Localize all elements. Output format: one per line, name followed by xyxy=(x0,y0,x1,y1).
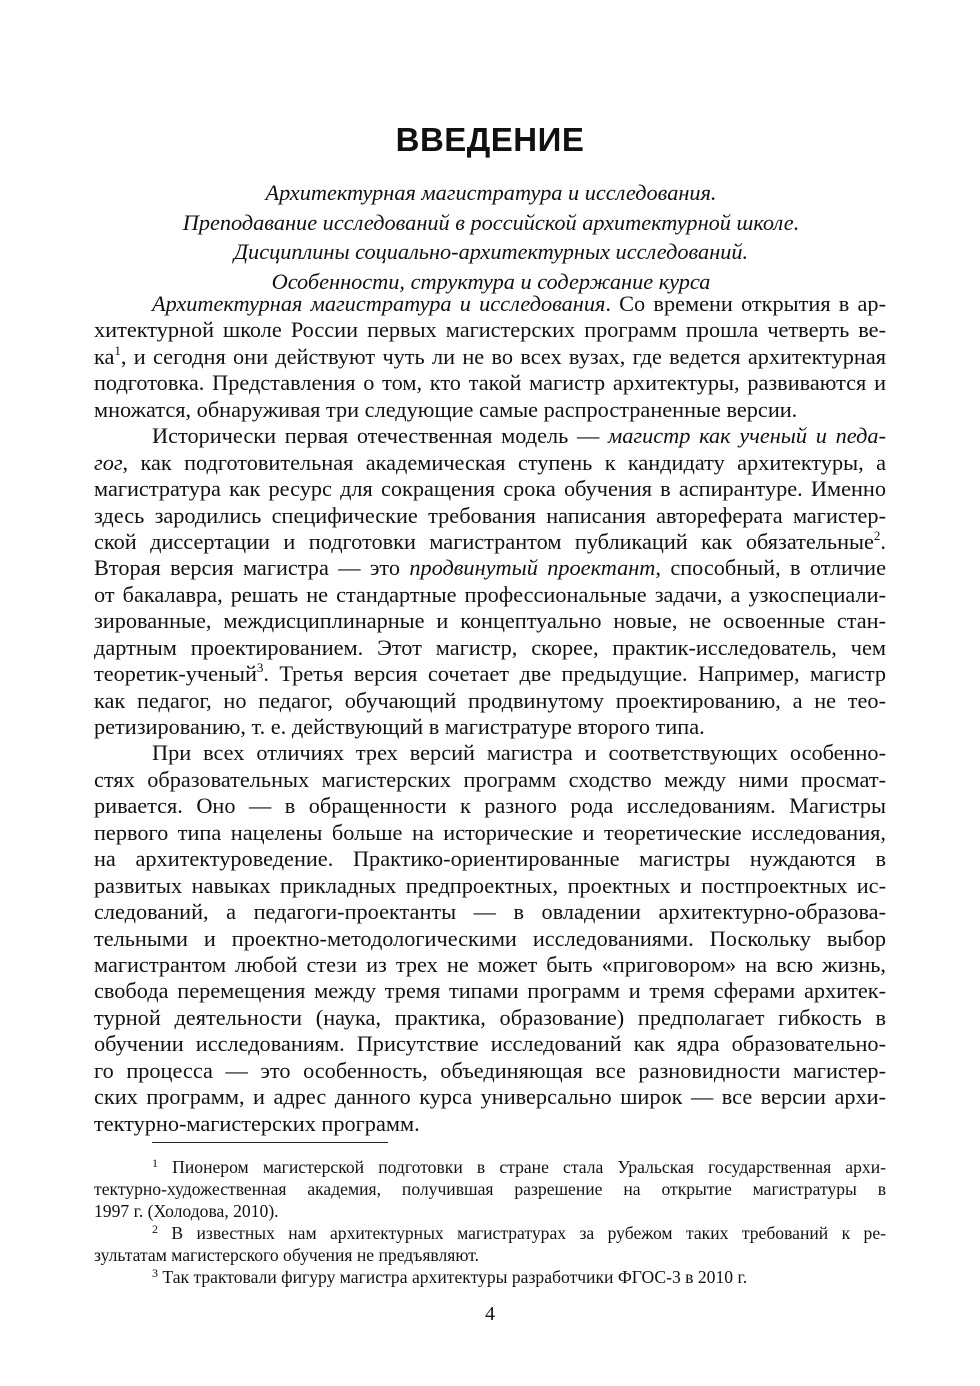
footnote-mark: 2 xyxy=(152,1222,158,1236)
text-line: как педагог, но педагог, обучающий продвинутому проектированию, а не тео- xyxy=(94,687,886,713)
text-line: дартным проектированием. Этот магистр, скорее, практик-исследователь, чем xyxy=(94,634,886,660)
footnote-line xyxy=(94,1156,886,1178)
text-line: зированные, междисциплинарные и концептуально новые, не освоенные стан- xyxy=(94,608,886,634)
text-line: го процесса — это особенность, объединяющая все разновидности магистер- xyxy=(94,1057,886,1083)
footnotes xyxy=(94,1156,886,1288)
text-line: обучении исследованиям. Присутствие исследований как ядра образовательно- xyxy=(94,1031,886,1057)
paragraph-1 xyxy=(94,291,886,423)
footnote-1 xyxy=(94,1156,886,1222)
italic-run: Архитектурная магистратура и исследования xyxy=(152,291,606,316)
footnote-3 xyxy=(94,1266,886,1288)
text-line xyxy=(94,344,886,370)
footnote-line xyxy=(94,1266,886,1288)
text-run: Так трактовали фигуру магистра архитектуры разработчики ФГОС-3 в 2010 г. xyxy=(162,1267,748,1287)
text-line: стях образовательных магистерских программ сходство между ними просмат- xyxy=(94,766,886,792)
text-run: ской диссертации и подготовки магистрантом публикаций как обязательные xyxy=(94,528,874,554)
text-line: первого типа нацелены больше на исторические и теоретические исследования, xyxy=(94,819,886,845)
text-line: магистратура как ресурс для сокращения срока обучения в аспирантуре. Именно xyxy=(94,476,886,502)
text-line: развитых навыках прикладных предпроектных, проектных и постпроектных ис- xyxy=(94,872,886,898)
epigraph-line: Дисциплины социально-архитектурных исследований. xyxy=(233,239,749,264)
text-line: ретизированию, т. е. действующий в магистратуре второго типа. xyxy=(94,714,705,739)
italic-run: продвинутый проектант xyxy=(409,555,656,581)
footnote-ref[interactable]: 1 xyxy=(114,342,121,358)
epigraph-line: Особенности, структура и содержание курса xyxy=(271,268,711,294)
page-title: ВВЕДЕНИЕ xyxy=(395,121,585,158)
text-line: здесь зародились специфические требования написания автореферата магистер- xyxy=(94,502,886,528)
epigraph-line: Архитектурная магистратура и исследования. xyxy=(265,180,717,205)
text-line: турной деятельности (наука, практика, образование) предполагает гибкость в xyxy=(94,1004,886,1030)
text-run: , способный, в отличие xyxy=(655,555,886,581)
text-line: подготовка. Представления о том, кто такой магистр архитектуры, развиваются и xyxy=(94,370,886,396)
text-run: ка xyxy=(94,343,115,369)
text-run: . xyxy=(880,528,886,554)
footnote-line: тектурно-художественная академия, получившая разрешение на открытие магистратуры в xyxy=(94,1179,886,1199)
italic-run: гог xyxy=(94,449,123,475)
text-run: . Третья версия сочетает две предыдущие. Например, магистр xyxy=(263,661,886,687)
epigraph xyxy=(96,178,886,296)
footnote-mark: 3 xyxy=(152,1266,158,1280)
footnote-line: 1997 г. (Холодова, 2010). xyxy=(94,1201,279,1221)
footnote-ref[interactable]: 3 xyxy=(256,660,264,676)
text-run: теоретик-ученый xyxy=(94,661,257,687)
text-line: магистрантом любой стези из трех не может быть «приговором» на всю жизнь, xyxy=(94,951,886,977)
epigraph-line: Преподавание исследований в российской архитектурной школе. xyxy=(182,209,800,235)
body-text xyxy=(94,291,886,1137)
text-run: В известных нам архитектурных магистратурах за рубежом таких требований к ре- xyxy=(171,1223,886,1243)
text-line xyxy=(94,529,886,555)
text-line: тектурно-магистерских программ. xyxy=(94,1110,420,1136)
text-line: тельными и проектно-методологическими исследованиями. Поскольку выбор xyxy=(94,925,886,951)
text-line xyxy=(94,423,886,449)
text-line: ривается. Оно — в обращенности к разного рода исследованиям. Магистры xyxy=(94,793,886,819)
text-line xyxy=(94,555,886,581)
text-line: ских программ, и адрес данного курса универсально широк — все версии архи- xyxy=(94,1084,886,1110)
text-line xyxy=(94,450,886,476)
footnote-ref[interactable]: 2 xyxy=(873,527,881,543)
text-line xyxy=(94,661,886,687)
text-run: Вторая версия магистра — это xyxy=(94,555,410,581)
page-number: 4 xyxy=(485,1303,495,1325)
footnote-mark: 1 xyxy=(152,1156,158,1170)
footnote-line: зультатам магистерского обучения не предъявляют. xyxy=(94,1245,480,1265)
paragraph-2 xyxy=(94,423,886,740)
text-run: , как подготовительная академическая ступень к кандидату архитектуры, а xyxy=(122,449,886,475)
italic-run: магистр как ученый и педа- xyxy=(608,423,887,449)
footnote-2 xyxy=(94,1222,886,1266)
paragraph-3 xyxy=(94,740,886,1137)
text-run: , и сегодня они действуют чуть ли не во всех вузах, где ведется архитектурная xyxy=(120,343,886,369)
text-line: хитектурной школе России первых магистерских программ прошла четверть ве- xyxy=(94,317,886,343)
footnote-line xyxy=(94,1222,886,1244)
footnote-separator xyxy=(152,1142,388,1143)
text-line xyxy=(94,291,886,317)
text-run: Исторически первая отечественная модель — xyxy=(152,423,609,449)
text-line: на архитектуроведение. Практико-ориентированные магистры нуждаются в xyxy=(94,846,886,872)
text-run: Пионером магистерской подготовки в стране стала Уральская государственная архи- xyxy=(172,1157,886,1177)
text-line: свобода перемещения между тремя типами программ и тремя сферами архитек- xyxy=(94,978,886,1004)
text-line: от бакалавра, решать не стандартные профессиональные задачи, а узкоспециали- xyxy=(94,581,886,607)
text-line: множатся, обнаруживая три следующие самые распространенные версии. xyxy=(94,396,798,422)
text-run: . Со времени открытия в ар- xyxy=(605,291,887,316)
text-line: следований, а педагоги-проектанты — в овладении архитектурно-образова- xyxy=(94,899,886,925)
text-line: При всех отличиях трех версий магистра и соответствующих особенно- xyxy=(152,740,886,766)
